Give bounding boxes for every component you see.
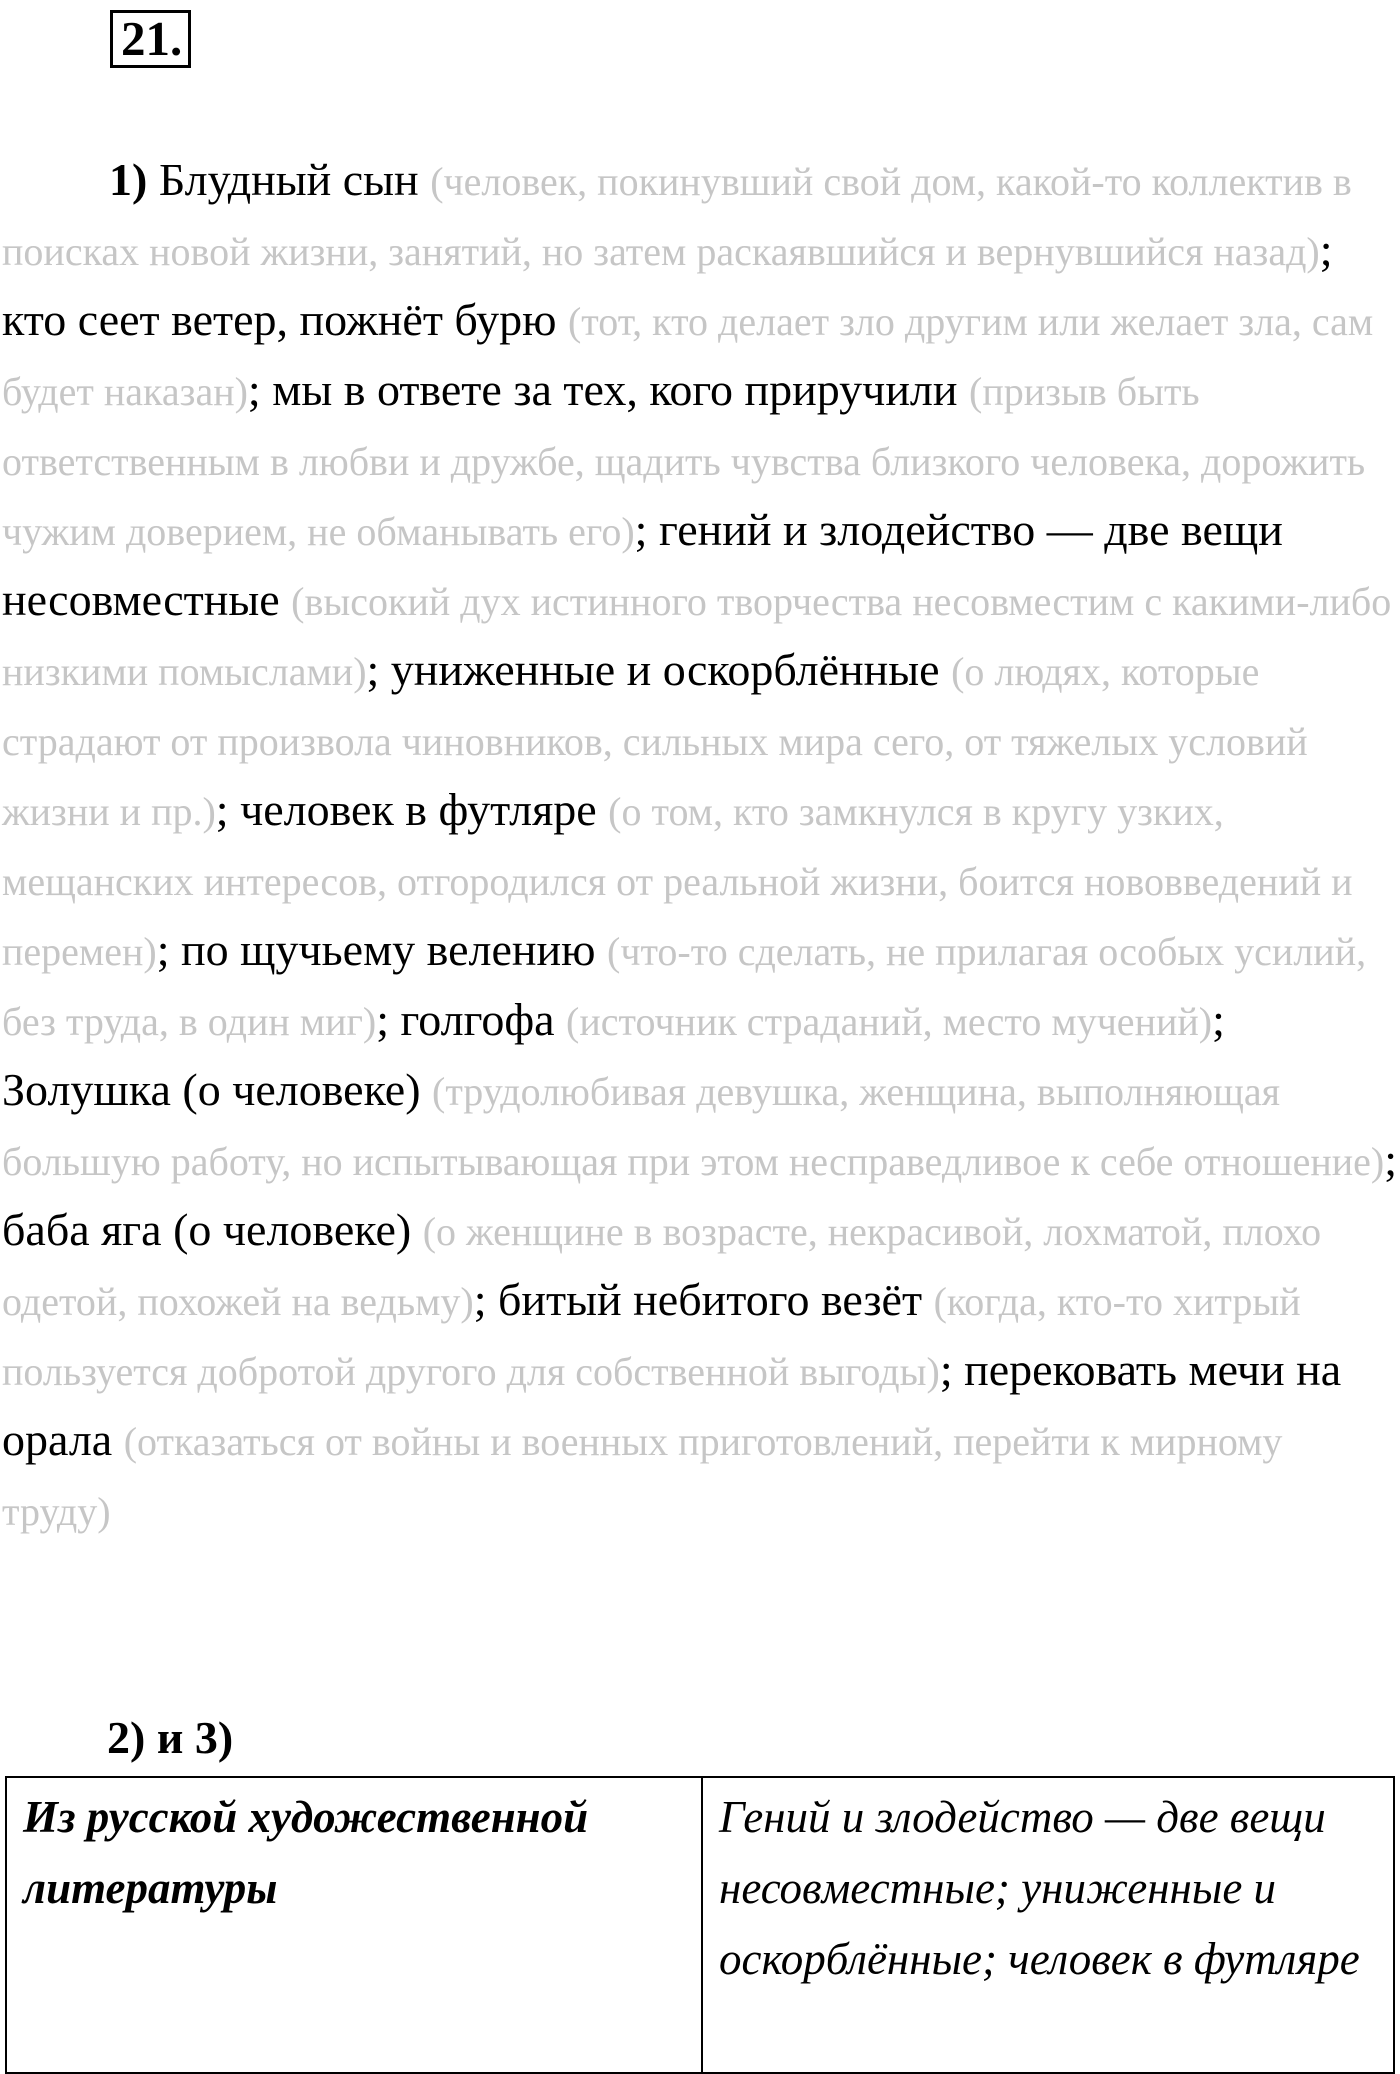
part-1-number: 1) [109,154,148,205]
phrase-4: гений и злодейство — две вещи несовместные [2,504,1283,625]
phrase-3: мы в ответе за тех, кого приручили [272,364,958,415]
gloss-9: (трудолюбивая девушка, женщина, выполняющая большую работу, но испытывающая при этом несправедливое к себе отношение) [2,1069,1385,1184]
gloss-8: (источник страданий, место мучений) [566,999,1213,1044]
examples-cell: Гений и злодейство — две вещи несовместные; униженные и оскорблённые; человек в футляре [702,1777,1394,2073]
gloss-6: (о том, кто замкнулся в кругу узких, мещанских интересов, отгородился от реальной жизни, боится нововведений и перемен) [2,789,1353,974]
gloss-11: (когда, кто-то хитрый пользуется добротой другого для собственной выгоды) [2,1279,1301,1394]
phraseology-list: 1) Блудный сын (человек, покинувший свой дом, какой-то коллектив в поисках новой жизни, занятий, но затем раскаявшийся и вернувшийся назад); кто сеет ветер, пожнёт бурю (тот, кто делает зло другим или желает зла, сам будет наказан); мы в ответе за тех, кого приручили (призыв быть ответственным в любви и дружбе, щадить чувства близкого человека, дорожить чужим доверием, не обманывать его); гений и злодейство — две вещи несовместные (высокий дух истинного творчества несовместим с какими-либо низкими помыслами); униженные и оскорблённые (о людях, которые страдают от произвола чиновников, сильных мира сего, от тяжелых условий жизни и пр.); человек в футляре (о том, кто замкнулся в кругу узких, мещанских интересов, отгородился от реальной жизни, боится нововведений и перемен); по щучьему велению (что-то сделать, не прилагая особых усилий, без труда, в один миг); голгофа (источник страданий, место мучений); Золушка (о человеке) (трудолюбивая девушка, женщина, выполняющая большую работу, но испытывающая при этом несправедливое к себе отношение); баба яга (о человеке) (о женщине в возрасте, некрасивой, лохматой, плохо одетой, похожей на ведьму); битый небитого везёт (когда, кто-то хитрый пользуется добротой другого для собственной выгоды); перековать мечи на орала (отказаться от войны и военных приготовлений, перейти к мирному труду) [2,154,1397,1534]
task-number: 21. [110,10,191,68]
phrase-2: кто сеет ветер, пожнёт бурю [2,294,557,345]
gloss-4: (высокий дух истинного творчества несовместим с какими-либо низкими помыслами) [2,579,1392,694]
phrase-9: Золушка (о человеке) [2,1064,421,1115]
gloss-5: (о людях, которые страдают от произвола чиновников, сильных мира сего, от тяжелых условий жизни и пр.) [2,649,1308,834]
part-2-3-heading: 2) и 3) [107,1712,234,1763]
phrase-12: перековать мечи на орала [2,1344,1342,1465]
gloss-1: (человек, покинувший свой дом, какой-то коллектив в поисках новой жизни, занятий, но затем раскаявшийся и вернувшийся назад) [2,159,1352,274]
gloss-10: (о женщине в возрасте, некрасивой, лохматой, плохо одетой, похожей на ведьму) [2,1209,1322,1324]
gloss-12: (отказаться от войны и военных приготовлений, перейти к мирному труду) [2,1419,1283,1534]
phrase-5: униженные и оскорблённые [390,644,940,695]
source-examples-table [5,1776,1395,2074]
phrase-10: баба яга (о человеке) [2,1204,412,1255]
gloss-3: (призыв быть ответственным в любви и дружбе, щадить чувства близкого человека, дорожить чужим доверием, не обманывать его) [2,369,1366,554]
gloss-7: (что-то сделать, не прилагая особых усилий, без труда, в один миг) [2,929,1367,1044]
phrase-1: Блудный сын [158,154,419,205]
gloss-2: (тот, кто делает зло другим или желает зла, сам будет наказан) [2,299,1374,414]
table-row [6,1777,1394,2073]
source-cell: Из русской художественной литературы [6,1777,702,2073]
phrase-7: по щучьему велению [181,924,596,975]
phrase-11: битый небитого везёт [498,1274,923,1325]
phrase-6: человек в футляре [240,784,597,835]
phrase-8: голгофа [400,994,555,1045]
